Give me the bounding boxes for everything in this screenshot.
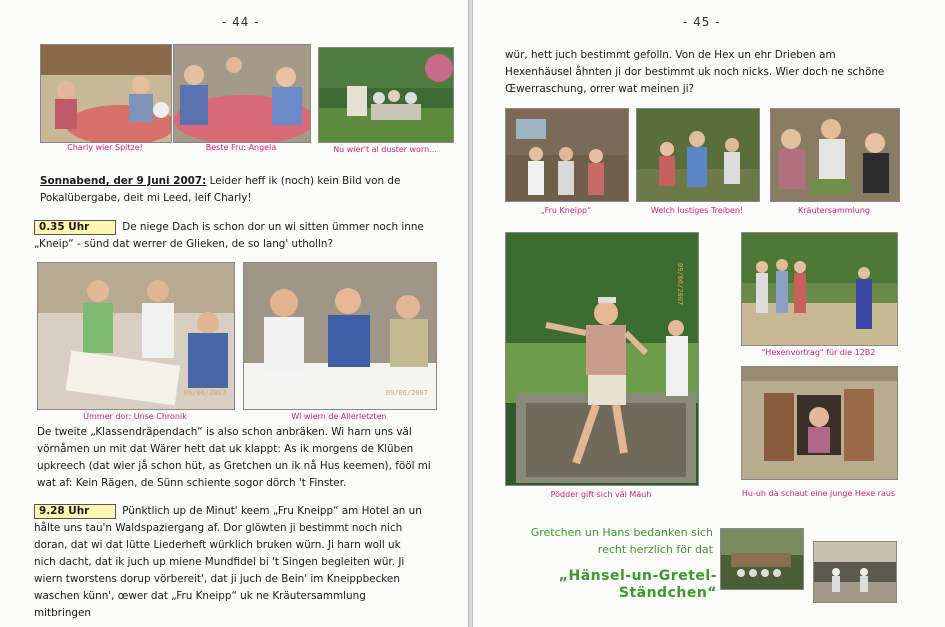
photo-lustiges-treiben bbox=[636, 108, 760, 202]
photo-kneippbecken bbox=[505, 232, 699, 486]
photo-caption: Ümmer dor: Unse Chronik bbox=[83, 412, 187, 421]
date-stamp: 09/06/2007 bbox=[676, 263, 684, 306]
photo-image bbox=[742, 367, 897, 479]
photo-evening bbox=[318, 47, 454, 143]
photo-hexenvortrag bbox=[741, 232, 898, 346]
photo-fru-kneipp bbox=[505, 108, 629, 202]
photo-image bbox=[244, 263, 436, 409]
page-number: - 45 - bbox=[683, 15, 721, 29]
photo-caption: Hu-uh da schaut eine junge Hexe raus bbox=[741, 489, 896, 498]
photo-last bbox=[243, 262, 437, 410]
time-paragraph-1 bbox=[34, 219, 434, 253]
photo-caption: Beste Fru: Angela bbox=[205, 143, 277, 152]
time-text: Pünktlich up de Minut' keem „Fru Kneipp“ am Hotel an un hålte uns tau'n Waldspaziergang af. Dor glöwten ji bestimmt noch nich doran, dat wi dat lütte Liederheft würklich bruken würn. Ji harn woll uk nich dacht, dat ik juch up miene Mundfidel bi 't Singen begleiten wür. Ji wiern tworstens dorup vörbereit', dat ji juch de Bein' im Kneippbecken waschen künn', œwer dat „Fru Kneipp“ uk ne Kräutersammlung mitbringen bbox=[34, 505, 422, 619]
photo-image bbox=[319, 48, 453, 142]
right-page bbox=[472, 0, 945, 627]
thanks-line-2: recht herzlich för dat bbox=[597, 543, 713, 556]
saturday-paragraph bbox=[40, 173, 450, 207]
photo-caption: Kräutersammlung bbox=[798, 206, 870, 215]
photo-angela bbox=[173, 44, 311, 143]
photo-chronik bbox=[37, 262, 235, 410]
photo-kraeuter bbox=[770, 108, 900, 202]
date-stamp: 09/06/2007 bbox=[183, 389, 226, 397]
saturday-heading: Sonnabend, der 9 Juni 2007: bbox=[40, 175, 207, 187]
paragraph-2: De tweite „Klassendräpendach“ is also schon anbräken. Wi harn uns väl vörnåmen un mit dat Wärer hett dat uk klappt: As ik morgens de Klüben upkreech (dat wier jå schon hüt, as Gretchen un ik nå Hus keemen), fööl mi wat af: Kein Rägen, de Sünn schiente sogor dörch 't Finster. bbox=[37, 426, 431, 489]
photo-image bbox=[38, 263, 234, 409]
photo-caption: Wi wiern de Allerletzten bbox=[291, 412, 387, 421]
photo-image bbox=[506, 233, 698, 485]
photo-image bbox=[814, 542, 896, 602]
photo-image bbox=[742, 233, 897, 345]
time-badge: 0.35 Uhr bbox=[34, 220, 116, 235]
photo-hexenhaus-fenster bbox=[741, 366, 898, 480]
date-stamp: 09/06/2007 bbox=[385, 389, 428, 397]
photo-caption: "Hexenvortrag" für die 12B2 bbox=[761, 348, 876, 357]
left-page bbox=[0, 0, 469, 627]
intro-paragraph: wür, hett juch bestimmt gefolln. Von de Hex un ehr Drieben am Hexenhäusel åhnten ji dor bestimmt uk noch nicks. Wier doch ne schöne Œwerraschung, orrer wat meinen ji? bbox=[505, 49, 885, 95]
photo-caption: Pödder gift sich väl Mäuh bbox=[550, 490, 652, 499]
photo-staendchen-2 bbox=[813, 541, 897, 603]
photo-staendchen-1 bbox=[720, 528, 804, 590]
photo-image bbox=[506, 109, 628, 201]
saturday-text: Leider heff ik (noch) kein Bild von de Pokalübergabe, deit mi Leed, leif Charly! bbox=[40, 175, 401, 204]
photo-image bbox=[637, 109, 759, 201]
photo-image bbox=[721, 529, 803, 589]
photo-caption: Charly wier Spitze! bbox=[67, 143, 143, 152]
song-title: „Hänsel-un-Gretel-Ständchen“ bbox=[558, 568, 717, 601]
time-badge: 9.28 Uhr bbox=[34, 504, 116, 519]
page-number: - 44 - bbox=[222, 15, 260, 29]
thanks-line-1: Gretchen un Hans bedanken sich bbox=[530, 526, 713, 539]
photo-charly bbox=[40, 44, 172, 143]
photo-caption: Nu wier't al duster worn... bbox=[333, 145, 437, 154]
photo-caption: „Fru Kneipp“ bbox=[540, 206, 592, 215]
time-text: De niege Dach is schon dor un wi sitten ümmer noch inne „Kneip“ - sünd dat werrer de Glieken, de so lang' utholln? bbox=[34, 221, 424, 250]
photo-image bbox=[771, 109, 899, 201]
photo-image bbox=[41, 45, 171, 142]
time-paragraph-2 bbox=[34, 503, 424, 622]
photo-caption: Welch lustiges Treiben! bbox=[650, 206, 744, 215]
photo-image bbox=[174, 45, 310, 142]
